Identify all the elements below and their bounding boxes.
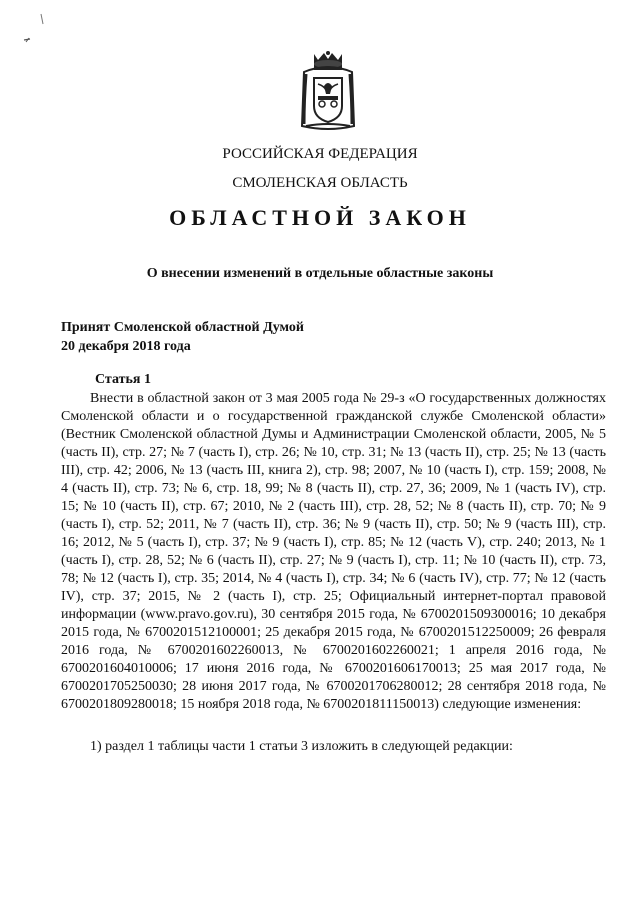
article-item: 1) раздел 1 таблицы части 1 статьи 3 изложить в следующей редакции: [90,739,513,754]
country-heading: РОССИЙСКАЯ ФЕДЕРАЦИЯ [222,146,418,162]
law-title: О внесении изменений в отдельные областные законы [146,266,494,281]
article-paragraph: Внести в областной закон от 3 мая 2005 года № 29-з «О государственных должностях Смоленской области и о государственной гражданской службе Смоленской области» (Вестник Смоленской областной Думы и Администрации Смоленской области, 2005, № 5 (часть II), стр. 27; № 7 (часть I), стр. 26; № 10, стр. 31; № 13 (часть II), стр. 25; № 13 (часть III), стр. 42; 2006, № 13 (часть III, книга 2), стр. 98; 2007, № 10 (часть I), стр. 159; 2008, № 4 (часть II), стр. 73; № 6, стр. 18, 99; № 8 (часть II), стр. 27, 36; 2009, № 1 (часть IV), стр. 15; № 10 (часть II), стр. 67; 2010, № 2 (часть III), стр. 28, 52; № 8 (часть II), стр. 70; № 9 (часть I), стр. 52; 2011, № 7 (часть II), стр. 36; № 9 (часть II), стр. 50; № 9 (часть III), стр. 16; 2012, № 5 (часть I), стр. 37; № 9 (часть I), стр. 85; № 12 (часть V), стр. 240; 2013, № 1 (часть I), стр. 28, 52; № 6 (часть II), стр. 27; № 9 (часть I), стр. 11; № 10 (часть II), стр. 73, 78; № 12 (часть I), стр. 35; 2014, № 4 (часть I), стр. 34; № 6 (часть IV), стр. 77; № 12 (часть IV), стр. 37; 2015, № 2 (часть I), стр. 25; Официальный интернет-портал правовой информации (www.pravo.gov.ru), 30 сентября 2015 года, № 6700201509300016; 10 декабря 2015 года, № 6700201512100001; 25 декабря 2015 года, № 6700201512250009; 26 февраля 2016 года, № 6700201602260013, № 6700201602260021; 1 апреля 2016 года, № 6700201604010006; 17 июня 2016 года, № 6700201606170013; 25 мая 2017 года, № 6700201705250030; 28 июня 2017 года, № 6700201706280012; 28 сентября 2018 года, № 6700201809280018; 15 ноября 2018 года, № 6700201811150013) следующие изменения: [61,391,606,712]
region-heading: СМОЛЕНСКАЯ ОБЛАСТЬ [232,175,408,191]
handwritten-mark [14,8,44,48]
adoption-body: Принят Смоленской областной Думой [61,320,304,335]
adoption-block [61,318,304,356]
coat-of-arms-icon [296,50,360,132]
adoption-date: 20 декабря 2018 года [61,339,191,354]
article-title: Статья 1 [95,372,151,387]
document-type-heading: ОБЛАСТНОЙ ЗАКОН [169,205,471,230]
